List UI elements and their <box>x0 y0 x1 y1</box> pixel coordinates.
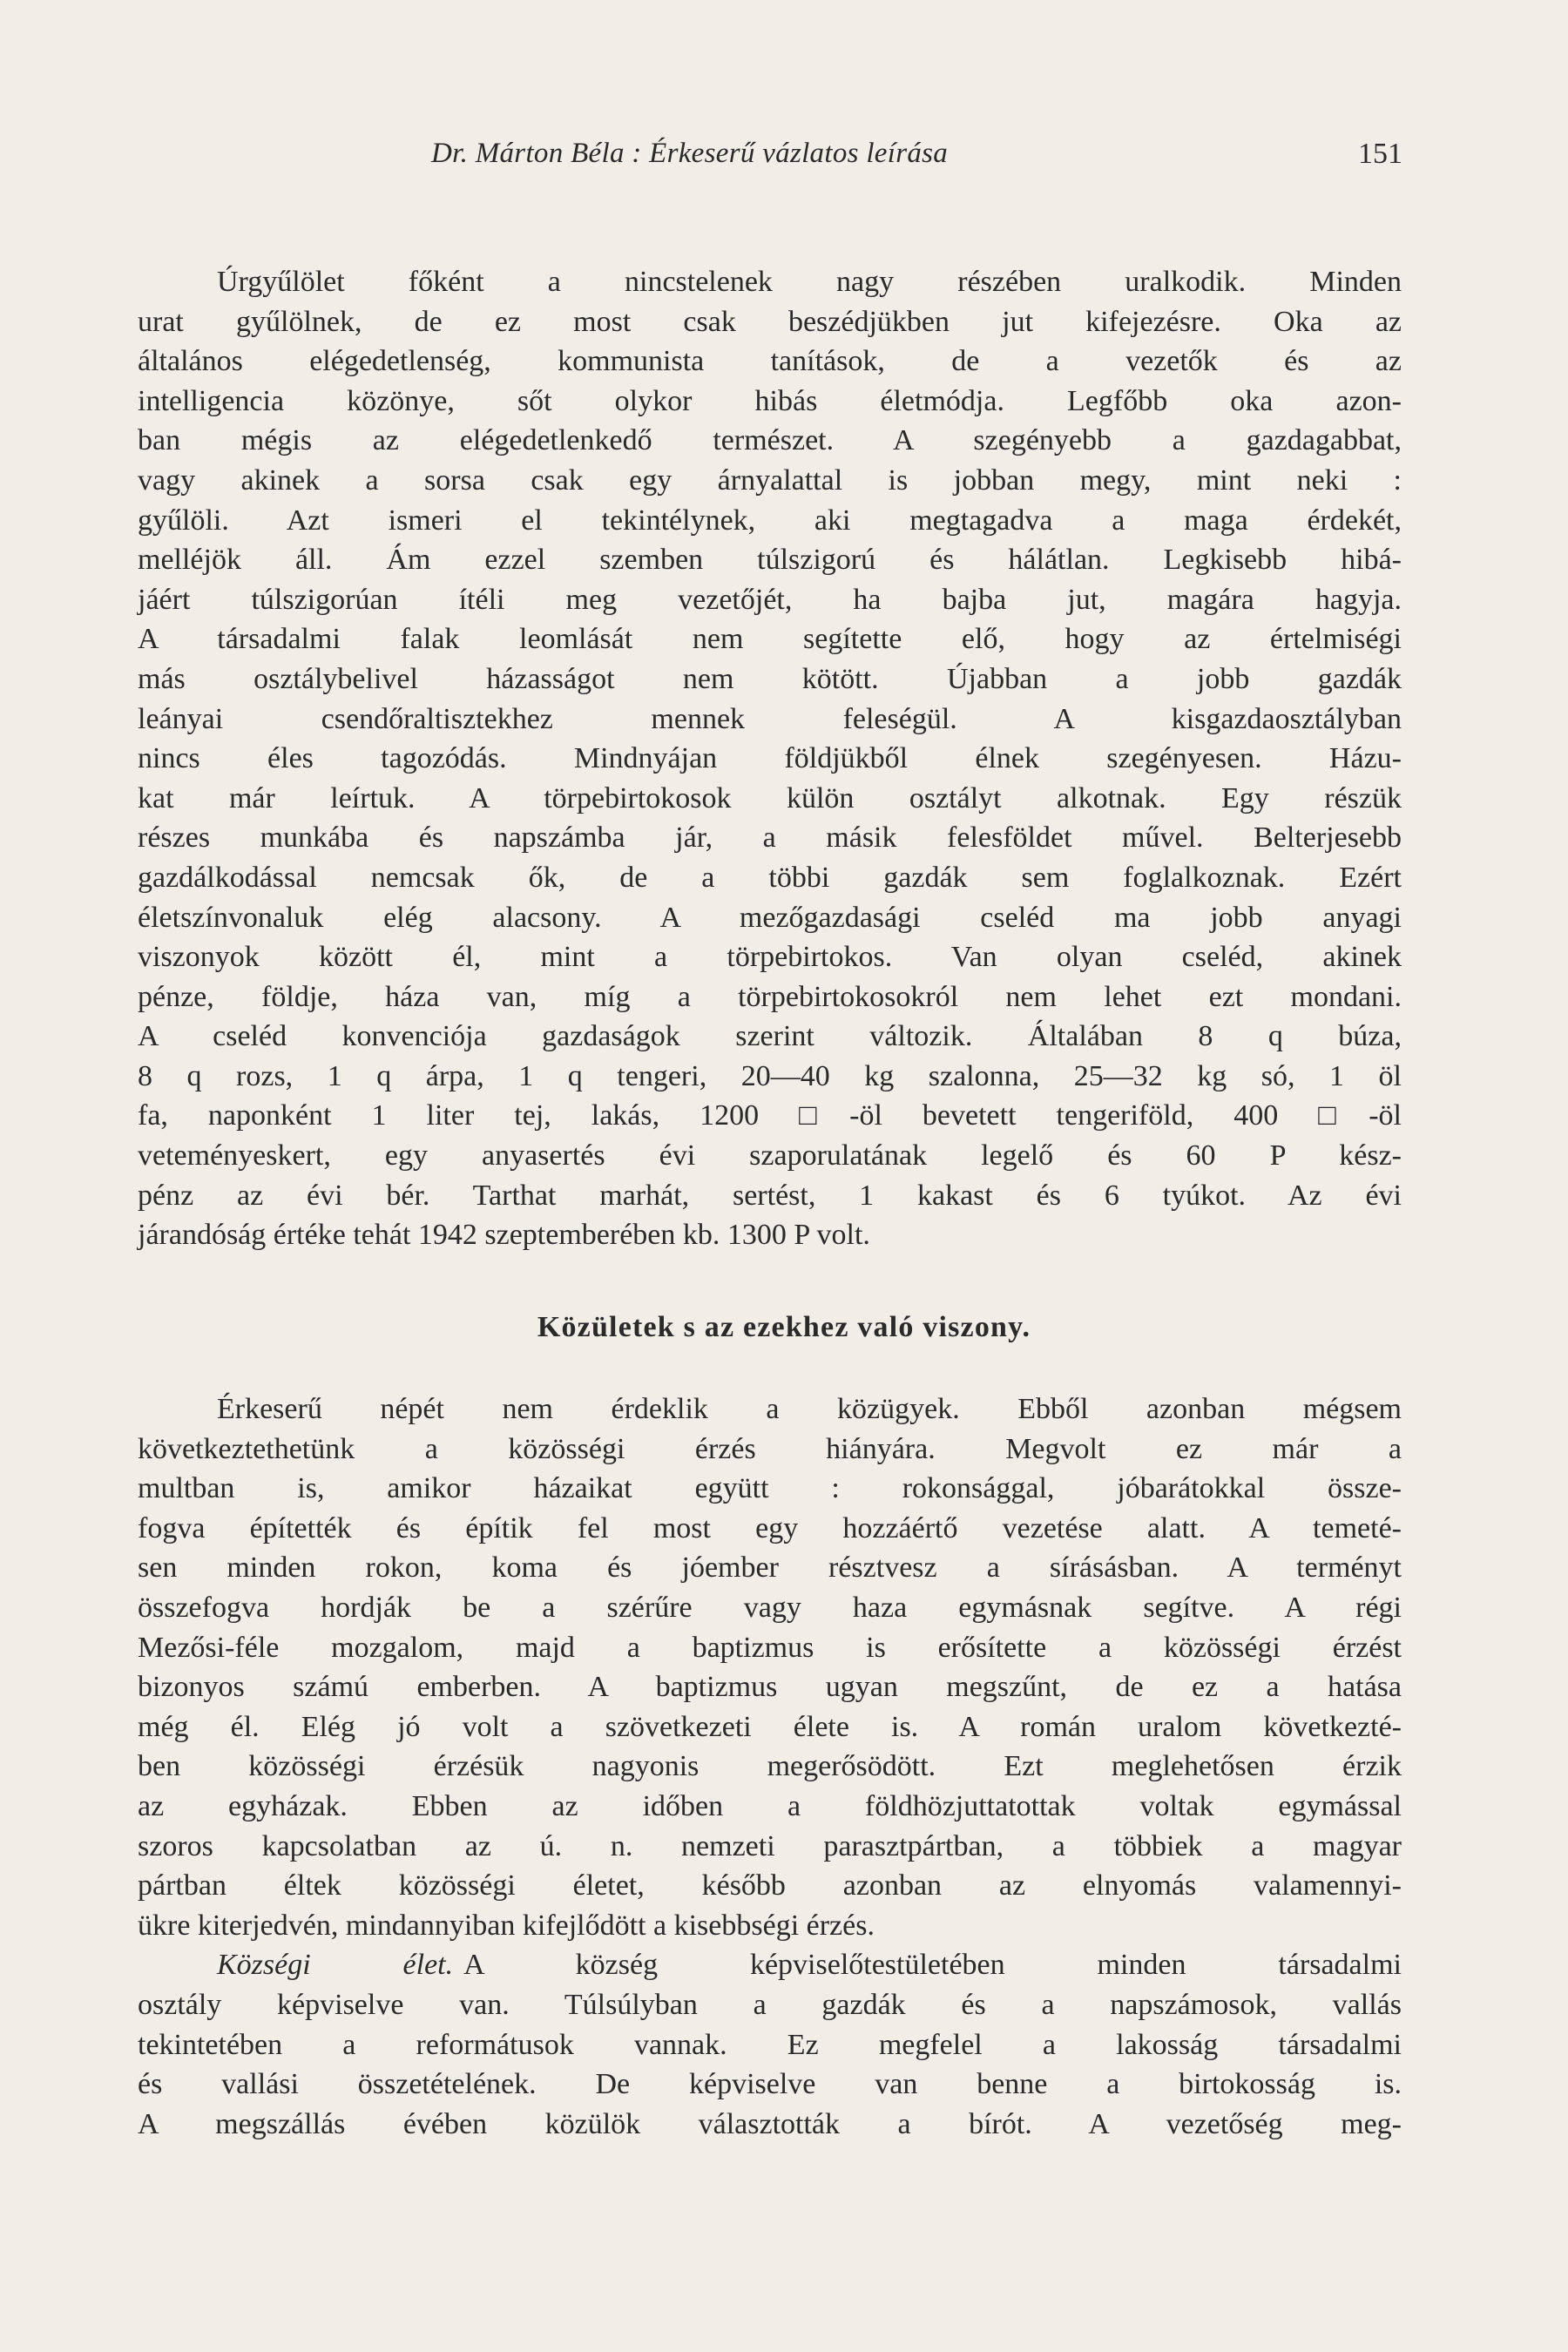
text-line: 8 q rozs, 1 q árpa, 1 q tengeri, 20—40 kg szalonna, 25—32 kg só, 1 öl <box>138 1059 1402 1092</box>
text-line: osztály képviselve van. Túlsúlyban a gazdák és a napszámosok, vallás <box>138 1988 1402 2021</box>
text-line: vagy akinek a sorsa csak egy árnyalattal is jobban megy, mint neki : <box>138 463 1402 497</box>
text-line: gyűlöli. Azt ismeri el tekintélynek, aki megtagadva a maga érdekét, <box>138 504 1402 537</box>
text-line: Mezősi-féle mozgalom, majd a baptizmus is erősítette a közösségi érzést <box>138 1631 1402 1664</box>
text-line: A megszállás évében közülök választották a bírót. A vezetőség meg- <box>138 2107 1402 2140</box>
text-line: tekintetében a reformátusok vannak. Ez megfelel a lakosság társadalmi <box>138 2028 1402 2061</box>
text-line: kat már leírtuk. A törpebirtokosok külön osztályt alkotnak. Egy részük <box>138 781 1402 814</box>
text-line: intelligencia közönye, sőt olykor hibás életmódja. Legfőbb oka azon- <box>138 384 1402 417</box>
text-line: pénz az évi bér. Tarthat marhát, sertést, 1 kakast és 6 tyúkot. Az évi <box>138 1179 1402 1212</box>
text-line: multban is, amikor házaikat együtt : rokonsággal, jóbarátokkal össze- <box>138 1472 1402 1505</box>
text-line: részes munkába és napszámba jár, a másik felesföldet művel. Belterjesebb <box>138 821 1402 855</box>
text-line: következtethetünk a közösségi érzés hiányára. Megvolt ez már a <box>138 1432 1402 1465</box>
paragraph-community <box>138 1389 1402 2144</box>
running-title: Dr. Márton Béla : Érkeserű vázlatos leírása <box>431 138 949 169</box>
text-line: összefogva hordják be a szérűre vagy haza egymásnak segítve. A régi <box>138 1591 1402 1624</box>
text-line: gazdálkodással nemcsak ők, de a többi gazdák sem foglalkoznak. Ezért <box>138 861 1402 894</box>
page-header <box>131 138 1402 176</box>
text-line: szoros kapcsolatban az ú. n. nemzeti parasztpártban, a többiek a magyar <box>138 1829 1402 1862</box>
text-line: jáért túlszigorúan ítéli meg vezetőjét, ha bajba jut, magára hagyja. <box>138 583 1402 616</box>
paragraph-social-classes <box>138 262 1402 1255</box>
section-title: Közületek s az ezekhez való viszony. <box>537 1311 1031 1343</box>
text-line: általános elégedetlenség, kommunista tanítások, de a vezetők és az <box>138 345 1402 378</box>
text-run: A község képviselőtestületében minden társadalmi <box>463 1949 1402 1982</box>
text-line: ükre kiterjedvén, mindannyiban kifejlődött a kisebbségi érzés. <box>138 1909 875 1942</box>
paragraph-municipal-life-first-line <box>138 1945 1402 1985</box>
text-line: ben közösségi érzésük nagyonis megerősödött. Ezt meglehetősen érzik <box>138 1750 1402 1783</box>
text-line: A cseléd konvenciója gazdaságok szerint változik. Általában 8 q búza, <box>138 1020 1402 1053</box>
text-line: pénze, földje, háza van, míg a törpebirtokosokról nem lehet ezt mondani. <box>138 980 1402 1013</box>
italic-run-in-heading: Községi élet. <box>217 1949 454 1982</box>
text-line: más osztálybelivel házasságot nem kötött. Újabban a jobb gazdák <box>138 662 1402 695</box>
text-line: bizonyos számú emberben. A baptizmus ugyan megszűnt, de ez a hatása <box>138 1671 1402 1704</box>
text-line: járandóság értéke tehát 1942 szeptemberében kb. 1300 P volt. <box>138 1219 870 1252</box>
text-line: és vallási összetételének. De képviselve van benne a birtokosság is. <box>138 2068 1402 2101</box>
text-line: sen minden rokon, koma és jóember résztvesz a sírásásban. A terményt <box>138 1551 1402 1585</box>
text-line: melléjök áll. Ám ezzel szemben túlszigorú és hálátlan. Legkisebb hibá- <box>138 544 1402 577</box>
text-line: Érkeserű népét nem érdeklik a közügyek. Ebből azonban mégsem <box>217 1393 1402 1425</box>
text-line: veteményeskert, egy anyasertés évi szaporulatának legelő és 60 P kész- <box>138 1139 1402 1173</box>
text-line: az egyházak. Ebben az időben a földhözjuttatottak voltak egymással <box>138 1789 1402 1822</box>
text-line: nincs éles tagozódás. Mindnyájan földjükből élnek szegényesen. Házu- <box>138 742 1402 775</box>
text-line: viszonyok között él, mint a törpebirtokos. Van olyan cseléd, akinek <box>138 941 1402 974</box>
text-line: életszínvonaluk elég alacsony. A mezőgazdasági cseléd ma jobb anyagi <box>138 901 1402 934</box>
text-line: fa, naponként 1 liter tej, lakás, 1200 □-öl bevetett tengeriföld, 400 □-öl <box>138 1099 1402 1132</box>
text-line: leányai csendőraltisztekhez mennek feleségül. A kisgazdaosztályban <box>138 702 1402 735</box>
page-number: 151 <box>1358 138 1402 170</box>
text-line: A társadalmi falak leomlását nem segítette elő, hogy az értelmiségi <box>138 623 1402 656</box>
text-line: pártban éltek közösségi életet, később azonban az elnyomás valamennyi- <box>138 1869 1402 1903</box>
text-line: ban mégis az elégedetlenkedő természet. A szegényebb a gazdagabbat, <box>138 424 1402 457</box>
text-line: Úrgyűlölet főként a nincstelenek nagy részében uralkodik. Minden <box>217 266 1402 298</box>
text-line: urat gyűlölnek, de ez most csak beszédjükben jut kifejezésre. Oka az <box>138 305 1402 338</box>
text-line: még él. Elég jó volt a szövetkezeti élete is. A román uralom következté- <box>138 1710 1402 1743</box>
text-line: fogva építették és építik fel most egy hozzáértő vezetése alatt. A temeté- <box>138 1511 1402 1544</box>
